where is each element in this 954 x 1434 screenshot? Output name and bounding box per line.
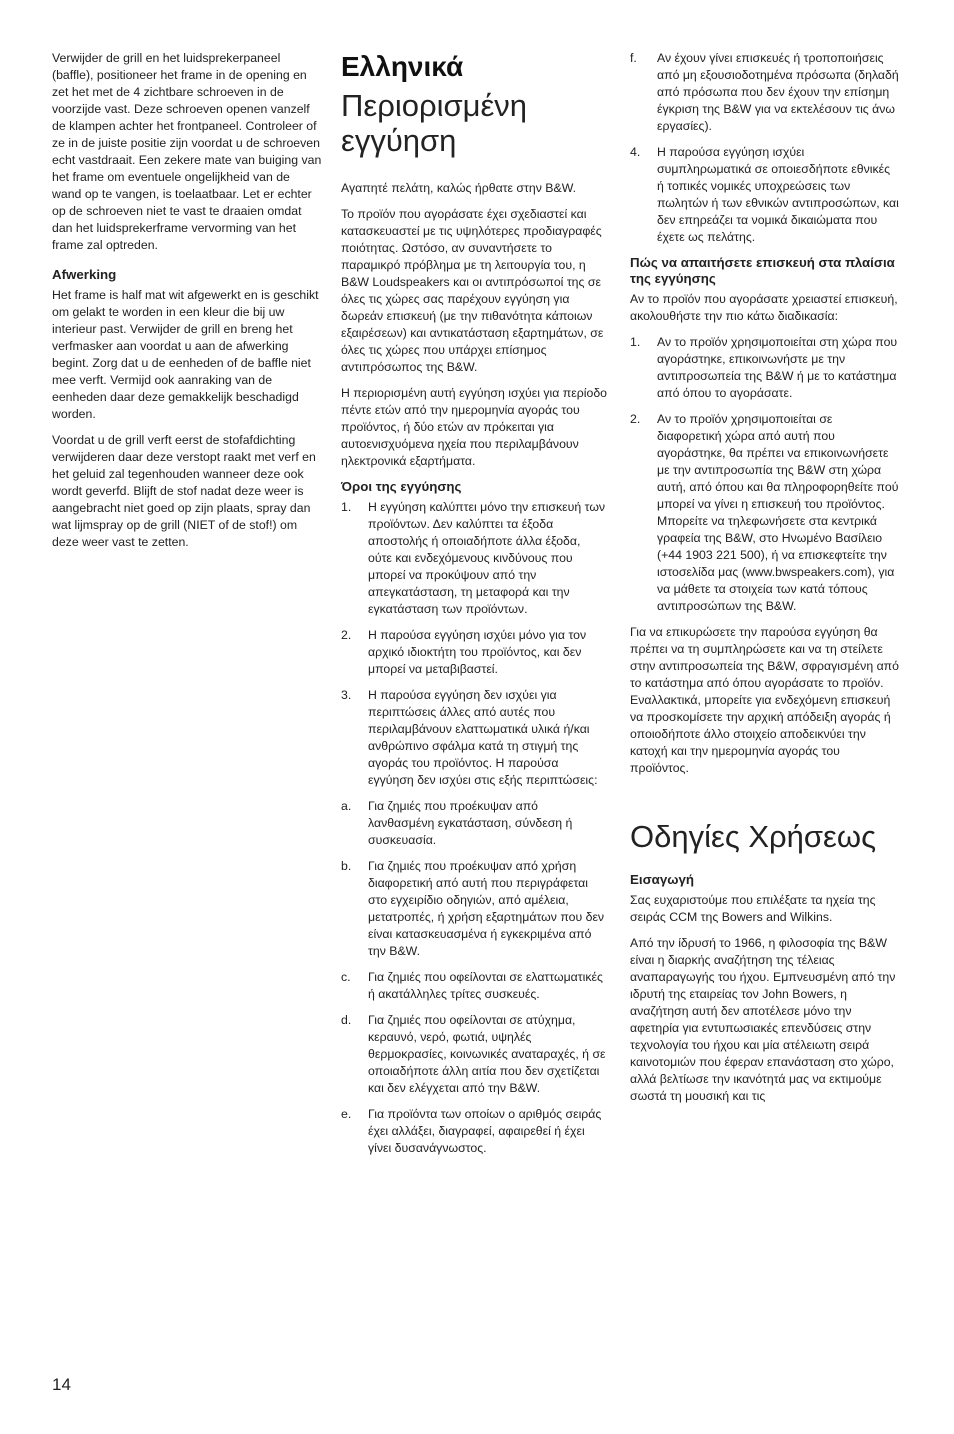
paragraph: Για να επικυρώσετε την παρούσα εγγύηση θα πρέπει να τη συμπληρώσετε και να τη στείλετε στην αντιπροσωπεία της B&W, σφραγισμένη από το κατάστημα από όπου αγοράσατε το προϊόν. Εναλλακτικά, μπορείτε για ενδεχόμενη επισκευή να προσκομίσετε την αρχική απόδειξη αγοράς ή οποιοδήποτε άλλο στοιχείο αποδεικνύει την κατοχή και την ημερομηνία αγοράς του προϊόντος. xyxy=(630,625,900,775)
list-marker: 3. xyxy=(341,688,352,702)
paragraph: Αν το προϊόν που αγοράσατε χρειαστεί επισκευή, ακολουθήστε την πιο κάτω διαδικασία: xyxy=(630,292,898,323)
list-item xyxy=(341,687,607,789)
paragraph: Το προϊόν που αγοράσατε έχει σχεδιαστεί και κατασκευαστεί με τις υψηλότερες προδιαγραφές ποιότητας. Ωστόσο, αν συναντήσετε το παραμικρό πρόβλημα με τη λειτουργία του, η B&W Loudspeakers και οι αντιπρόσωποί της σε όλες τις χώρες σας παρέχουν εγγύηση για δωρεάν επισκευή (με την πιθανότητα κάποιων εξαιρέσεων) και αντικατάσταση εξαρτημάτων, σε όλες τις χώρες που υπάρχει επίσημος αντιπρόσωπος της B&W. xyxy=(341,207,604,374)
list-item xyxy=(630,334,900,402)
list-marker: 1. xyxy=(341,500,352,514)
list-item xyxy=(341,627,607,678)
section-title-instructions: Οδηγίες Χρήσεως xyxy=(630,819,877,854)
list-item xyxy=(341,969,607,1003)
list-text: Η παρούσα εγγύηση ισχύει συμπληρωματικά σε οποιεσδήποτε εθνικές ή τοπικές νομικές υποχρεώσεις των πωλητών ή των εθνικών αντιπροσώπων, και δεν επηρεάζει τα νομικά δικαιώματα που έχετε ως πελάτης. xyxy=(657,145,899,244)
paragraph: Het frame is half mat wit afgewerkt en is geschikt om gelakt te worden in een kleur die bij uw interieur past. Verwijder de grill en breng het verfmasker aan voordat u aan de afwerking begint. Zorg dat u de eenheden of de baffle niet mee verft. Vermijd ook aanraking van de eenheden daar deze gemakkelijk beschadigd worden. xyxy=(52,288,319,421)
list-text: Η εγγύηση καλύπτει μόνο την επισκευή των προϊόντων. Δεν καλύπτει τα έξοδα αποστολής ή οποιαδήποτε άλλα έξοδα, ούτε και ενδεχόμενους κινδύνους που μπορεί να προκύψουν από την απεγκατάσταση, τη μεταφορά και την εγκατάσταση των προϊόντων. xyxy=(368,500,606,616)
list-marker: 2. xyxy=(341,628,352,642)
list-text: Αν έχουν γίνει επισκευές ή τροποποιήσεις από μη εξουσιοδοτημένα πρόσωπα (δηλαδή από πρόσωπα που δεν έχουν την επίσημη έγκριση της B&W για να εκτελέσουν τις άνω εργασίες). xyxy=(657,51,899,133)
heading-warranty-terms: Όροι της εγγύησης xyxy=(341,479,462,494)
list-text: Για ζημιές που προέκυψαν από χρήση διαφορετική από αυτή που περιγράφεται στο εγχειρίδιο οδηγιών, από αμέλεια, μετατροπές, ή χρήση εξαρτημάτων που δεν είναι κατασκευασμένα ή εγκεκριμένα από την B&W. xyxy=(368,859,605,958)
list-marker: d. xyxy=(341,1013,352,1027)
list-marker: 2. xyxy=(630,412,641,426)
list-item xyxy=(630,411,900,615)
list-item xyxy=(341,798,607,849)
list-item xyxy=(630,50,900,135)
list-text: Η παρούσα εγγύηση δεν ισχύει για περιπτώσεις άλλες από αυτές που περιλαμβάνουν ελαττωματικά υλικά ή/και ανθρώπινο σφάλμα κατά τη στιγμή της αγοράς του προϊόντος. Η παρούσα εγγύηση δεν ισχύει στις εξής περιπτώσεις: xyxy=(368,688,598,787)
paragraph: Η περιορισμένη αυτή εγγύηση ισχύει για περίοδο πέντε ετών από την ημερομηνία αγοράς του προϊόντος, ή δύο ετών αν πρόκειται για αυτοενισχυόμενα ηχεία που περιλαμβάνουν ηλεκτρονικά εξαρτήματα. xyxy=(341,386,608,468)
column-dutch xyxy=(52,50,322,560)
paragraph: Verwijder de grill en het luidsprekerpaneel (baffle), positioneer het frame in de opening en zet het met de 4 zichtbare schroeven in de voorzijde vast. Deze schroeven openen vanzelf de klampen achter het frontpaneel. Controleer of ze in de juiste positie zijn voordat u de schroeven echt vastdraait. Een zekere mate van buiging van het frame om eventuele ongelijkheid van de wand op te vangen, is toelaatbaar. Let er echter op de schroeven niet te vast te draaien omdat dan het luidsprekerframe vervorming van het frame zal optreden. xyxy=(52,51,322,252)
list-marker: a. xyxy=(341,799,352,813)
list-marker: 4. xyxy=(630,145,641,159)
column-greek-continued xyxy=(630,50,900,1114)
heading-introduction: Εισαγωγή xyxy=(630,872,694,887)
language-title: Ελληνικά xyxy=(341,51,464,82)
paragraph: Σας ευχαριστούμε που επιλέξατε τα ηχεία της σειράς CCM της Bowers and Wilkins. xyxy=(630,893,876,924)
list-item xyxy=(341,1106,607,1157)
list-text: Η παρούσα εγγύηση ισχύει μόνο για τον αρχικό ιδιοκτήτη του προϊόντος, και δεν μπορεί να μεταβιβαστεί. xyxy=(368,628,587,676)
paragraph: Voordat u de grill verft eerst de stofafdichting verwijderen daar deze verstopt raakt met verf en het geluid zal tegenhouden wanneer deze ook wordt geverfd. Blijft de stof nadat deze weer is aangebracht niet goed op zijn plaats, spray dan wat lijmspray op de grill (NIET of de stof!) om deze weer vast te zetten. xyxy=(52,433,316,549)
list-text: Για προϊόντα των οποίων ο αριθμός σειράς έχει αλλάξει, διαγραφεί, αφαιρεθεί ή έχει γίνει δυσανάγνωστος. xyxy=(368,1107,602,1155)
list-text: Για ζημιές που οφείλονται σε ατύχημα, κεραυνό, νερό, φωτιά, υψηλές θερμοκρασίες, κοινωνικές αναταραχές, ή σε οποιαδήποτε άλλη αιτία που δεν σχετίζεται και δεν ελέγχεται από την B&W. xyxy=(368,1013,606,1095)
paragraph: Αγαπητέ πελάτη, καλώς ήρθατε στην B&W. xyxy=(341,181,577,195)
heading-afwerking: Afwerking xyxy=(52,267,117,282)
list-text: Αν το προϊόν χρησιμοποιείται στη χώρα που αγοράστηκε, επικοινωνήστε με την αντιπροσωπεία της B&W ή με το κατάστημα από όπου το αγοράσατε. xyxy=(657,335,898,400)
list-marker: b. xyxy=(341,859,352,873)
list-text: Για ζημιές που οφείλονται σε ελαττωματικές ή ακατάλληλες τρίτες συσκευές. xyxy=(368,970,603,1001)
list-text: Αν το προϊόν χρησιμοποιείται σε διαφορετική χώρα από αυτή που αγοράστηκε, θα πρέπει να επικοινωνήσετε με την αντιπροσωπία της B&W στη χώρα αυτή, από όπου και θα πληροφορηθείτε πού μπορεί να γίνει η επισκευή του προϊόντος. Μπορείτε να τηλεφωνήσετε στα κεντρικά γραφεία της B&W, στο Ηνωμένο Βασίλειο (+44 1903 221 500), ή να επισκεφτείτε την ιστοσελίδα μας (www.bwspeakers.com), για να μάθετε τα στοιχεία των κατά τόπους αντιπροσώπων της B&W. xyxy=(657,412,899,613)
spacer xyxy=(630,786,900,819)
list-item xyxy=(630,144,900,246)
heading-warranty-claim: Πώς να απαιτήσετε επισκευή στα πλαίσια της εγγύησης xyxy=(630,255,895,286)
list-marker: c. xyxy=(341,970,351,984)
column-greek-warranty xyxy=(341,50,607,1166)
page-number: 14 xyxy=(52,1375,71,1394)
list-item xyxy=(341,858,607,960)
section-title-warranty: Περιορισμένη εγγύηση xyxy=(341,88,528,158)
list-item xyxy=(341,499,607,618)
list-text: Για ζημιές που προέκυψαν από λανθασμένη εγκατάσταση, σύνδεση ή συσκευασία. xyxy=(368,799,573,847)
list-marker: f. xyxy=(630,51,637,65)
list-marker: e. xyxy=(341,1107,352,1121)
paragraph: Από την ίδρυσή το 1966, η φιλοσοφία της B&W είναι η διαρκής αναζήτηση της τέλειας αναπαραγωγής του ήχου. Εμπνευσμένη από την ιδρυτή της εταιρείας τον John Bowers, η αναζήτηση αυτή δεν αποτέλεσε μόνο την αφετηρία για εντυπωσιακές επενδύσεις στην τεχνολογία του ήχου και μία ατέλειωτη σειρά καινοτομιών που έφεραν επανάσταση στο χώρο, αλλά βελτίωσε την ικανότητά μας να εκτιμούμε σωστά τη μουσική και τις xyxy=(630,936,896,1103)
list-marker: 1. xyxy=(630,335,641,349)
list-item xyxy=(341,1012,607,1097)
